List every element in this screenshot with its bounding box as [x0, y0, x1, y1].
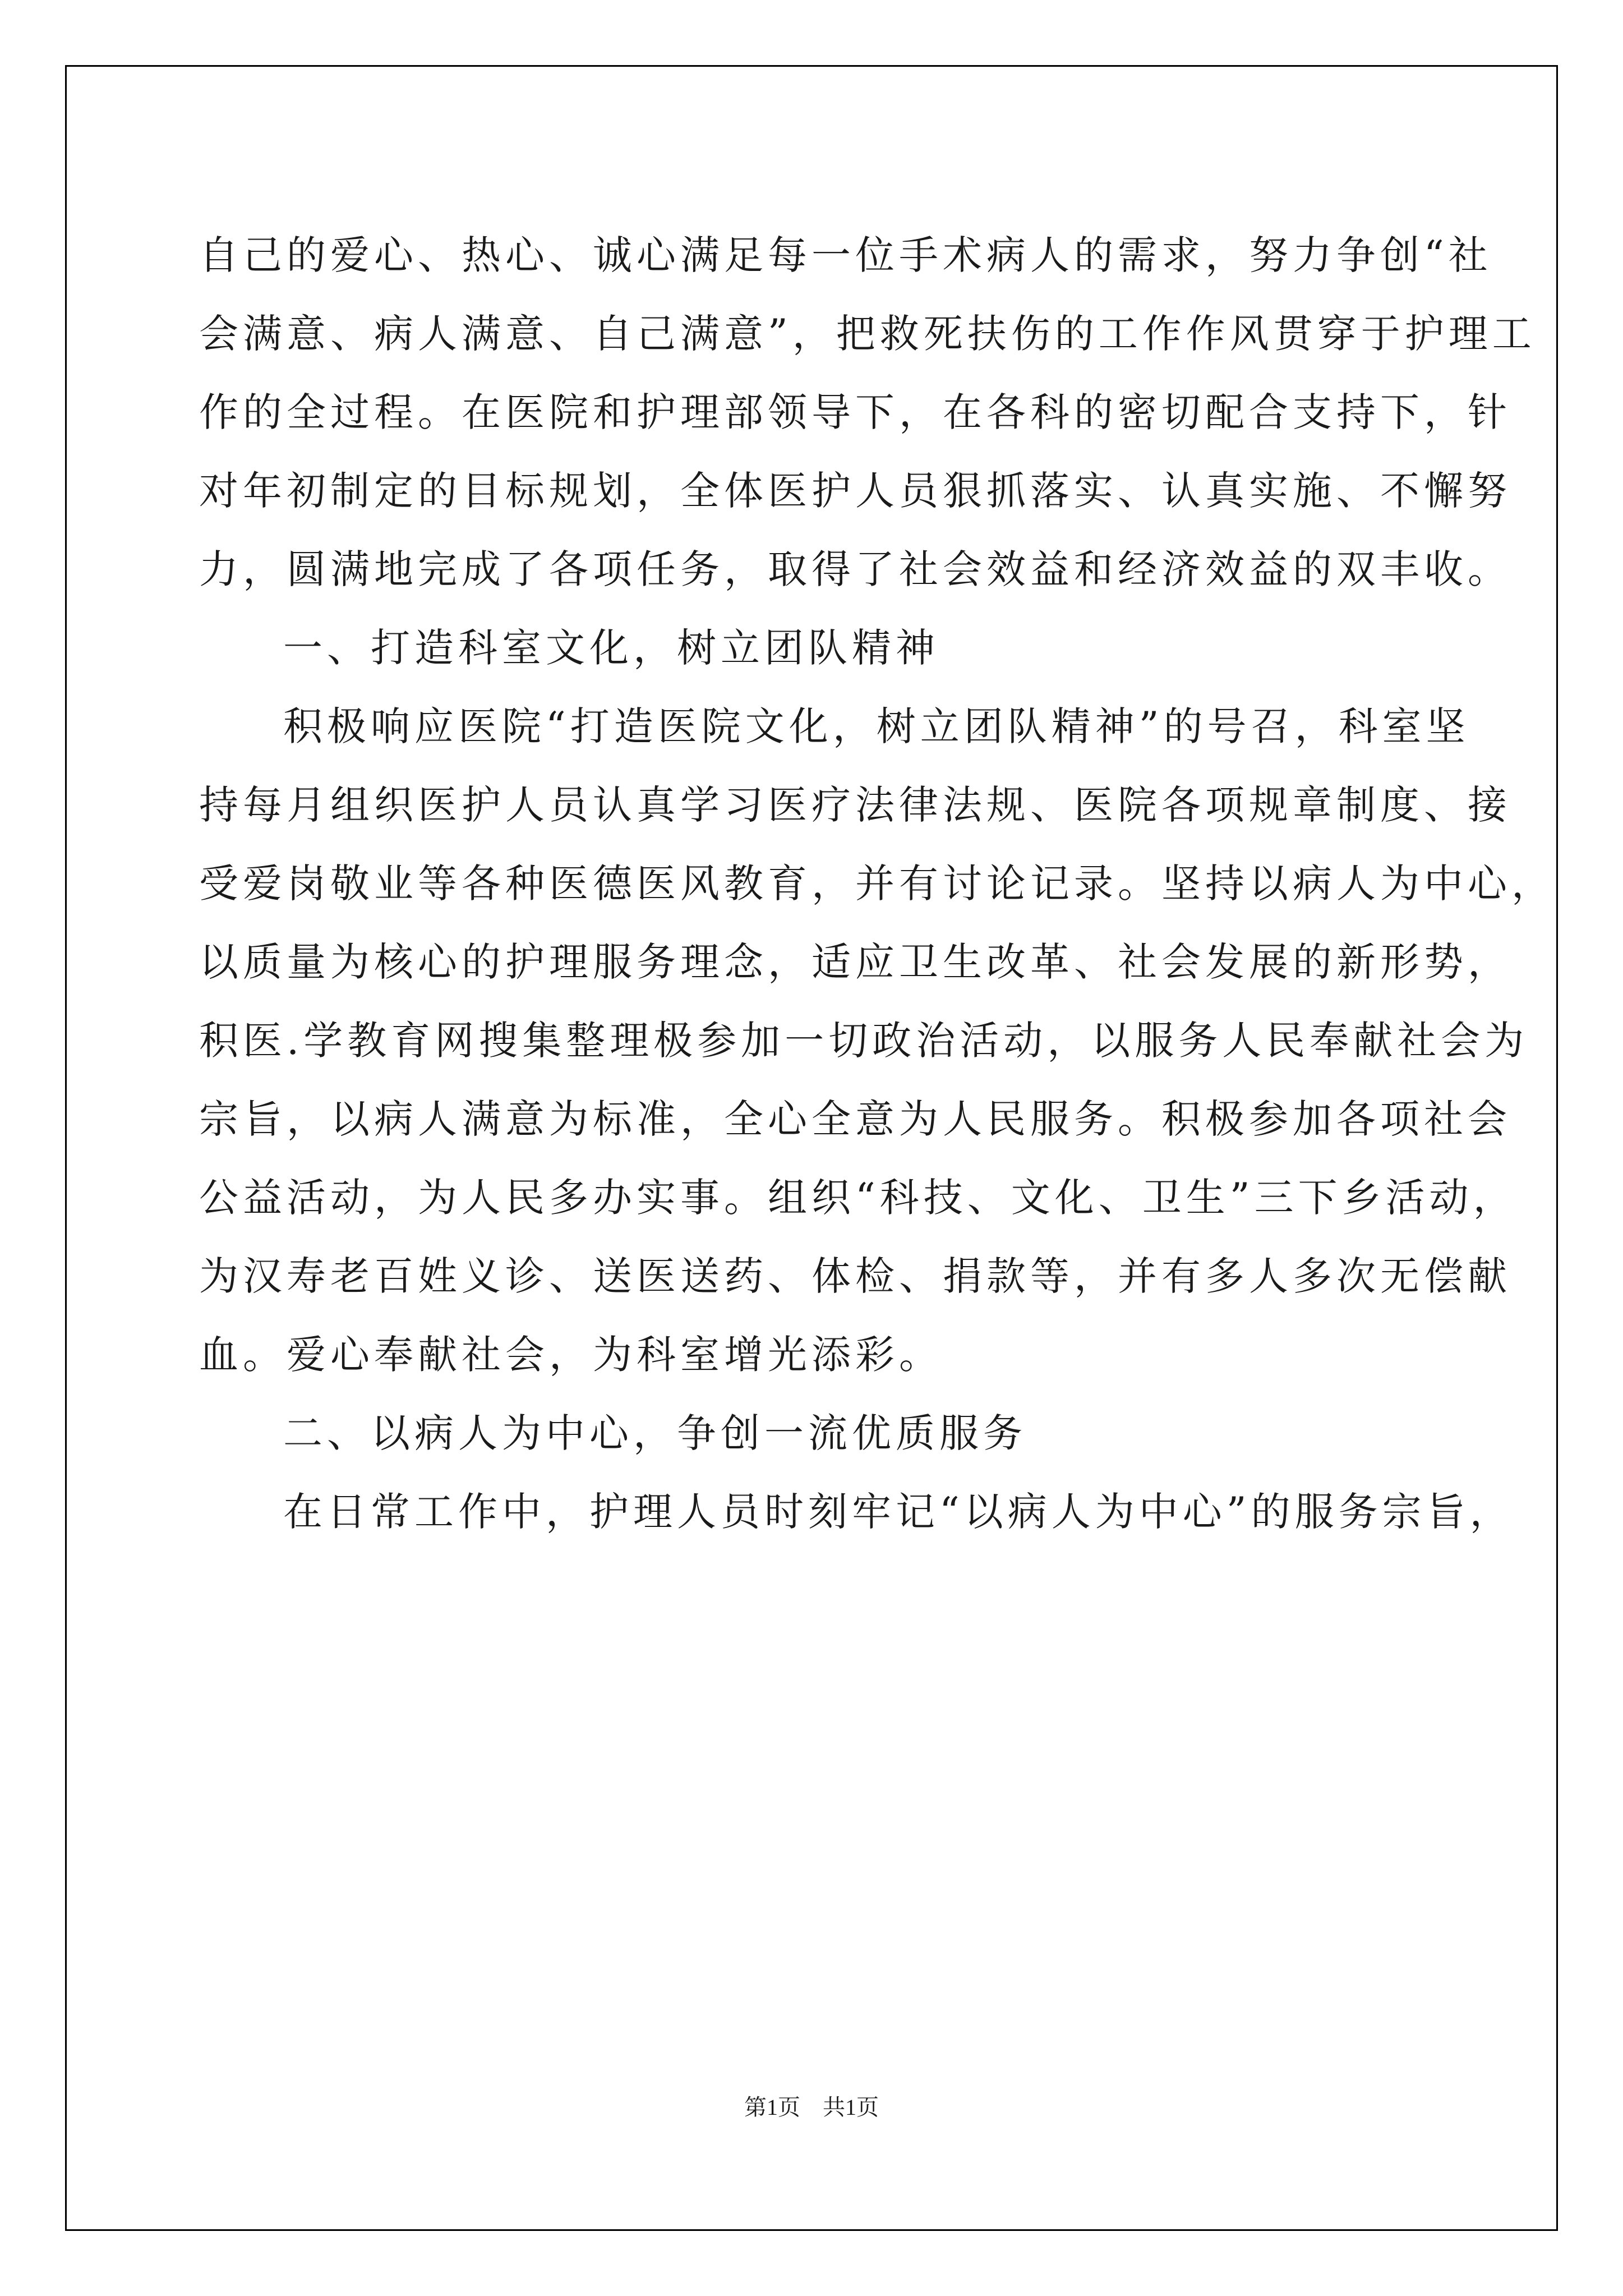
text-line-9: 受爱岗敬业等各种医德医风教育，并有讨论记录。坚持以病人为中心，	[199, 861, 1555, 907]
text-line-5: 力，圆满地完成了各项任务，取得了社会效益和经济效益的双丰收。	[199, 546, 1511, 592]
text-line-15: 血。爱心奉献社会，为科室增光添彩。	[199, 1332, 943, 1378]
text-line-11: 积医.学教育网搜集整理极参加一切政治活动，以服务人民奉献社会为	[199, 1018, 1529, 1064]
page-number: 第1页	[744, 2095, 800, 2120]
text-line-3: 作的全过程。在医院和护理部领导下，在各科的密切配合支持下，针	[199, 389, 1511, 435]
text-line-1: 自己的爱心、热心、诚心满足每一位手术病人的需求，努力争创“社	[199, 232, 1492, 278]
text-line-13: 公益活动，为人民多办实事。组织“科技、文化、卫生”三下乡活动，	[199, 1175, 1517, 1221]
text-line-8: 持每月组织医护人员认真学习医疗法律法规、医院各项规章制度、接	[199, 782, 1511, 828]
document-body	[199, 216, 1555, 1551]
text-line-17: 在日常工作中，护理人员时刻牢记“以病人为中心”的服务宗旨，	[283, 1489, 1514, 1535]
text-line-14: 为汉寿老百姓义诊、送医送药、体检、捐款等，并有多人多次无偿献	[199, 1253, 1511, 1299]
section-heading-2: 二、以病人为中心，争创一流优质服务	[283, 1410, 1027, 1456]
text-line-10: 以质量为核心的护理服务理念，适应卫生改革、社会发展的新形势，	[199, 939, 1511, 985]
text-line-12: 宗旨，以病人满意为标准，全心全意为人民服务。积极参加各项社会	[199, 1096, 1511, 1142]
text-line-4: 对年初制定的目标规划，全体医护人员狠抓落实、认真实施、不懈努	[199, 468, 1511, 514]
section-heading-1: 一、打造科室文化，树立团队精神	[283, 625, 939, 671]
page-footer	[0, 2090, 1623, 2122]
page-total: 共1页	[823, 2095, 879, 2120]
text-line-7: 积极响应医院“打造医院文化，树立团队精神”的号召，科室坚	[283, 703, 1470, 749]
text-line-2: 会满意、病人满意、自己满意”，把救死扶伤的工作作风贯穿于护理工	[199, 311, 1536, 357]
